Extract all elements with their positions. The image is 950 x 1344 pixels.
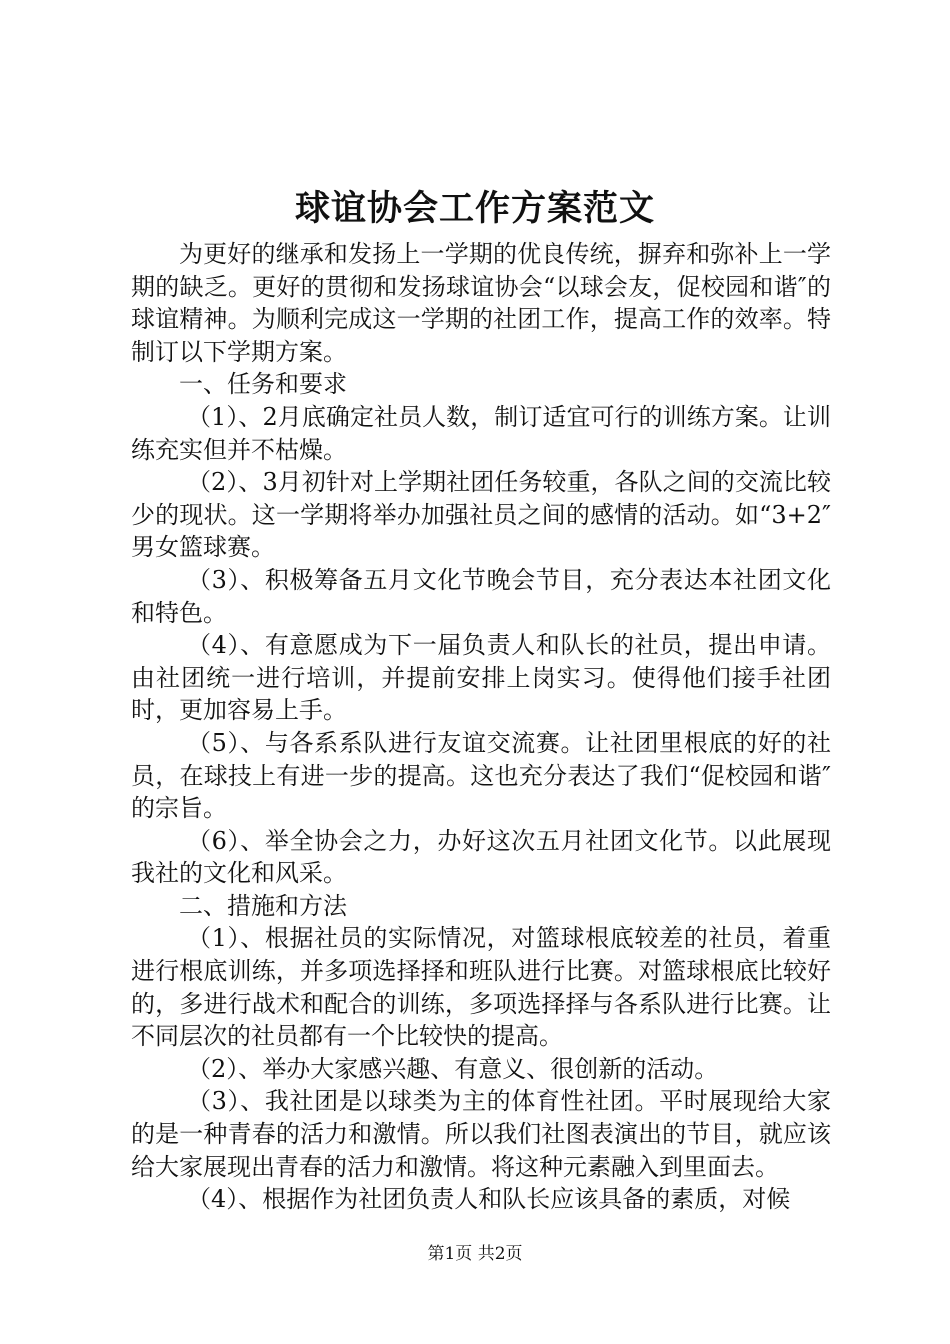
section-heading-measures: 二、措施和方法 (179, 891, 347, 920)
measure-item-3: （3）、我社团是以球类为主的体育性社团。平时展现给大家的是一种青春的活力和激情。所以我们社图表演出的节目，就应该给大家展现出青春的活力和激情。将这种元素融入到里面去。 (131, 1087, 831, 1181)
measure-item-2: （2）、举办大家感兴趣、有意义、很创新的活动。 (187, 1054, 719, 1083)
task-item-5: （5）、与各系系队进行友谊交流赛。让社团里根底的好的社员，在球技上有进一步的提高。这也充分表达了我们“促校园和谐″的宗旨。 (131, 728, 831, 823)
intro-paragraph: 为更好的继承和发扬上一学期的优良传统，摒弃和弥补上一学期的缺乏。更好的贯彻和发扬球谊协会“以球会友，促校园和谐″的球谊精神。为顺利完成这一学期的社团工作，提高工作的效率。特制订以下学期方案。 (131, 240, 831, 366)
task-item-3: （3）、积极筹备五月文化节晚会节目，充分表达本社团文化和特色。 (131, 565, 831, 627)
measure-item-4: （4）、根据作为社团负责人和队长应该具备的素质，对候 (187, 1185, 791, 1214)
measure-item-1: （1）、根据社员的实际情况，对篮球根底较差的社员，着重进行根底训练，并多项选择择和班队进行比赛。对篮球根底比较好的，多进行战术和配合的训练，多项选择择与各系队进行比赛。让不同层次的社员都有一个比较快的提高。 (131, 924, 831, 1051)
page-number-footer: 第1页 共2页 (427, 1244, 523, 1264)
task-item-4: （4）、有意愿成为下一届负责人和队长的社员，提出申请。由社团统一进行培训，并提前安排上岗实习。使得他们接手社团时，更加容易上手。 (131, 631, 831, 725)
document-body (131, 238, 831, 1216)
task-item-1: （1）、2月底确定社员人数，制订适宜可行的训练方案。让训练充实但并不枯燥。 (131, 402, 831, 464)
task-item-2: （2）、3月初针对上学期社团任务较重，各队之间的交流比较少的现状。这一学期将举办加强社员之间的感情的活动。如“3+2″男女篮球赛。 (131, 468, 831, 562)
section-heading-tasks: 一、任务和要求 (179, 370, 347, 399)
document-title: 球谊协会工作方案范文 (294, 188, 655, 229)
task-item-6: （6）、举全协会之力，办好这次五月社团文化节。以此展现我社的文化和风采。 (131, 826, 831, 888)
